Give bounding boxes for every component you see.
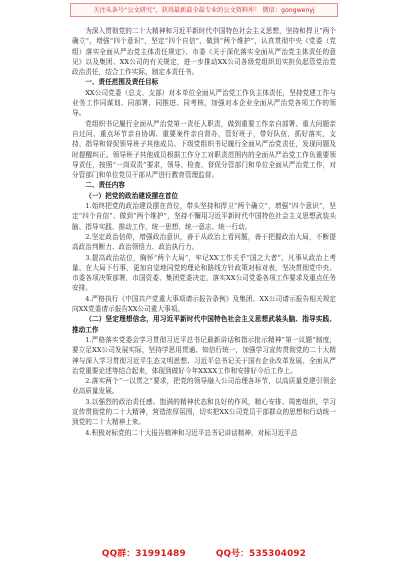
sub2-item-3: 3.以强烈的政治责任感、饱满的精神状态和良好的作风，精心安排、周密组织，学习宣传贯彻党的二十大精神，营造浓厚氛围，切实把XX公司党员干部群众的思想和行动统一到党的二十大精神上来。 xyxy=(72,397,336,427)
intro-paragraph: 为深入贯彻党的二十大精神和习近平新时代中国特色社会主义思想，坚持和捍卫“两个确立”，增强“四个意识”，坚定“四个自信”，做到“两个维护”，认真贯彻中央《党委（党组）落实全面从严治党主体责任规定》、市委《关于深化落实全面从严治党主体责任的意见》以及集团、XX公司的有关规定，进一步推动XX公司各级党组织切实担负起管党治党政治责任，结合工作实际，制定本责任书。 xyxy=(72,27,336,77)
section1-paragraph-2: 党组织书记履行全面从严治党第一责任人职责，做到重要工作亲自部署、重大问题亲自过问、重点环节亲自协调、重要案件亲自督办，管好班子，带好队伍，抓好落实，支持、指导和督促领导班子其他成员、下级党组织书记履行全面从严治党责任，发现问题及时提醒纠正。领导班子其他成员根据工作分工对职责范围内的全面从严治党工作负重要领导责任，按照“一岗双责”要求，领导、检查、督促分管部门和单位全面从严治党工作，对分管部门和单位党员干部从严进行教育管理监督。 xyxy=(72,119,336,180)
sub2-item-1: 1.严格落实党委会学习贯彻习近平总书记最新讲话和指示批示精神“第一议题”制度，要立足XX公司发展实际，坚持学思用贯通、知信行统一，加强学习宣传贯彻党的二十大精神与深入学习贯彻习近平生态文明思想、习近平总书记关于国有企业改革发展、全面从严治党重要论述等结合起来，体现到做好今年XXXX工作和安排好今后工作上。 xyxy=(72,335,336,375)
subsection-heading-2: （二）坚定理想信念，用习近平新时代中国特色社会主义思想武装头脑、指导实践、推动工作 xyxy=(72,315,336,334)
qq-number-text: QQ号：535304092 xyxy=(215,549,307,559)
sub1-item-4: 4.严格执行《中国共产党重大事项请示报告条例》及集团、XX公司请示报告相关规定向XX党委请示报告XX公司重大事项。 xyxy=(72,294,336,314)
top-banner: 关注头条号“公文研究”，获得最新最全最专业的公文资料库！ 微信：gongwenyj xyxy=(70,3,338,17)
sub1-item-2: 2.坚定政治信仰，增强政治意识，善于从政治上看问题，善于把握政治大局，不断提高政治判断力、政治领悟力、政治执行力。 xyxy=(72,232,336,252)
section-heading-2: 二、责任内容 xyxy=(85,181,126,190)
sub1-item-3: 3.提高政治站位，胸怀“两个大局”，牢记XX工作关乎“国之大者”，凡事从政治上考量、在大局下行事，更加自觉地同党的理论和路线方针政策对标对表，坚决贯彻党中央、市委各项决策部署，市国资委、集团党委决定，落实XX公司党委各项工作要求及重点任务安排。 xyxy=(72,253,336,293)
sub2-item-4: 4.积极对标党的二十大报告精神和习近平总书记讲话精神，对标习近平总 xyxy=(85,428,298,437)
section1-paragraph-1: XX公司党委（总支、支部）对本单位全面从严治党工作负主体责任，坚持党建工作与业务工作同谋划、同部署、同推进、同考核，加强对本企业全面从严治党各项工作的领导。 xyxy=(72,88,336,118)
section-heading-1: 一、责任范围及责任目标 xyxy=(85,78,159,87)
document-body xyxy=(72,26,336,438)
qq-group-text: QQ群：31991489 xyxy=(101,549,186,559)
sub1-item-1: 1.始终把党的政治建设摆在首位，带头坚持和捍卫“两个确立”，增强“四个意识”，坚定“四个自信”、做到“两个维护”，坚持不懈用习近平新时代中国特色社会主义思想武装头脑、指导实践、推动工作，统一思想、统一意志、统一行动。 xyxy=(72,202,336,231)
sub2-item-2: 2.落实两个“一以贯之”要求，把党的领导融入公司治理各环节，以高质量党建引领企业高质量发展。 xyxy=(72,377,336,396)
contact-footer xyxy=(0,546,408,559)
subsection-heading-1: （一）把党的政治建设摆在首位 xyxy=(85,191,179,200)
